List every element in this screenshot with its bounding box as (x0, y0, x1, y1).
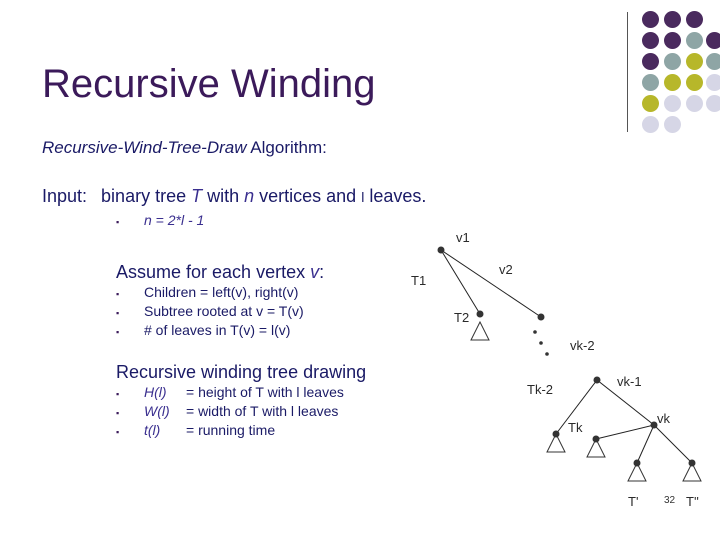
algorithm-suffix: Algorithm: (246, 138, 327, 157)
label-vk-1: vk-1 (617, 374, 642, 389)
label-v1: v1 (456, 230, 470, 245)
bullet-icon: ▪ (116, 389, 120, 399)
assume-heading-v: v (310, 262, 320, 282)
label-T1: T1 (411, 273, 427, 288)
label-T2: T2 (454, 310, 470, 325)
ellipsis-dot (533, 330, 537, 334)
ellipsis-dot (545, 352, 549, 356)
edge (654, 425, 692, 463)
bullet-icon: ▪ (116, 427, 120, 437)
algorithm-name: Recursive-Wind-Tree-Draw (42, 138, 247, 157)
recursive-symbol: W(l) (144, 403, 170, 419)
label-v2: v2 (499, 262, 513, 277)
subtree-triangle (471, 322, 489, 340)
recursive-symbol: H(l) (144, 384, 167, 400)
input-text-mid: with (202, 186, 245, 206)
recursive-heading: Recursive winding tree drawing (116, 362, 367, 382)
node (689, 460, 696, 467)
input-tree-var: T (191, 186, 203, 206)
node-v1 (438, 247, 445, 254)
formula-text: n = 2*l - 1 (144, 212, 205, 228)
input-l-var: l (361, 189, 365, 205)
edge (441, 250, 541, 317)
ellipsis-dot (539, 341, 543, 345)
page-number: 32 (664, 495, 676, 506)
bullet-icon: ▪ (116, 289, 120, 299)
input-label: Input: (42, 186, 88, 206)
node (593, 436, 600, 443)
slide-title: Recursive Winding (42, 62, 376, 106)
node (553, 431, 560, 438)
input-n-var: n (244, 186, 255, 206)
input-text-end: leaves. (364, 186, 427, 206)
node (634, 460, 641, 467)
assume-item-text: Subtree rooted at v = T(v) (144, 303, 304, 319)
assume-item-text: # of leaves in T(v) = l(v) (144, 322, 291, 338)
edge (441, 250, 480, 314)
node-vk-1 (594, 377, 601, 384)
input-text-pre: binary tree (101, 186, 192, 206)
bullet-icon: ▪ (116, 308, 120, 318)
assume-heading-post: : (319, 262, 325, 282)
input-text-post: vertices and (254, 186, 362, 206)
bullet-icon: ▪ (116, 327, 120, 337)
assume-item-text: Children = left(v), right(v) (144, 284, 299, 300)
label-vk: vk (657, 411, 670, 426)
bullet-icon: ▪ (116, 217, 120, 227)
recursive-desc: = width of T with l leaves (186, 403, 339, 419)
label-Tk-2: Tk-2 (527, 382, 553, 397)
label-Tk: Tk (568, 420, 583, 435)
recursive-desc: = height of T with l leaves (186, 384, 344, 400)
bullet-icon: ▪ (116, 408, 120, 418)
label-T-double-prime: T'' (686, 494, 699, 509)
edge (596, 425, 654, 439)
label-vk-2: vk-2 (570, 338, 595, 353)
edge (637, 425, 654, 463)
label-T-prime: T' (628, 494, 639, 509)
node-v2 (538, 314, 545, 321)
recursive-desc: = running time (186, 422, 276, 438)
recursive-symbol: t(l) (144, 422, 161, 438)
assume-heading-pre: Assume for each vertex (116, 262, 311, 282)
node (477, 311, 484, 318)
